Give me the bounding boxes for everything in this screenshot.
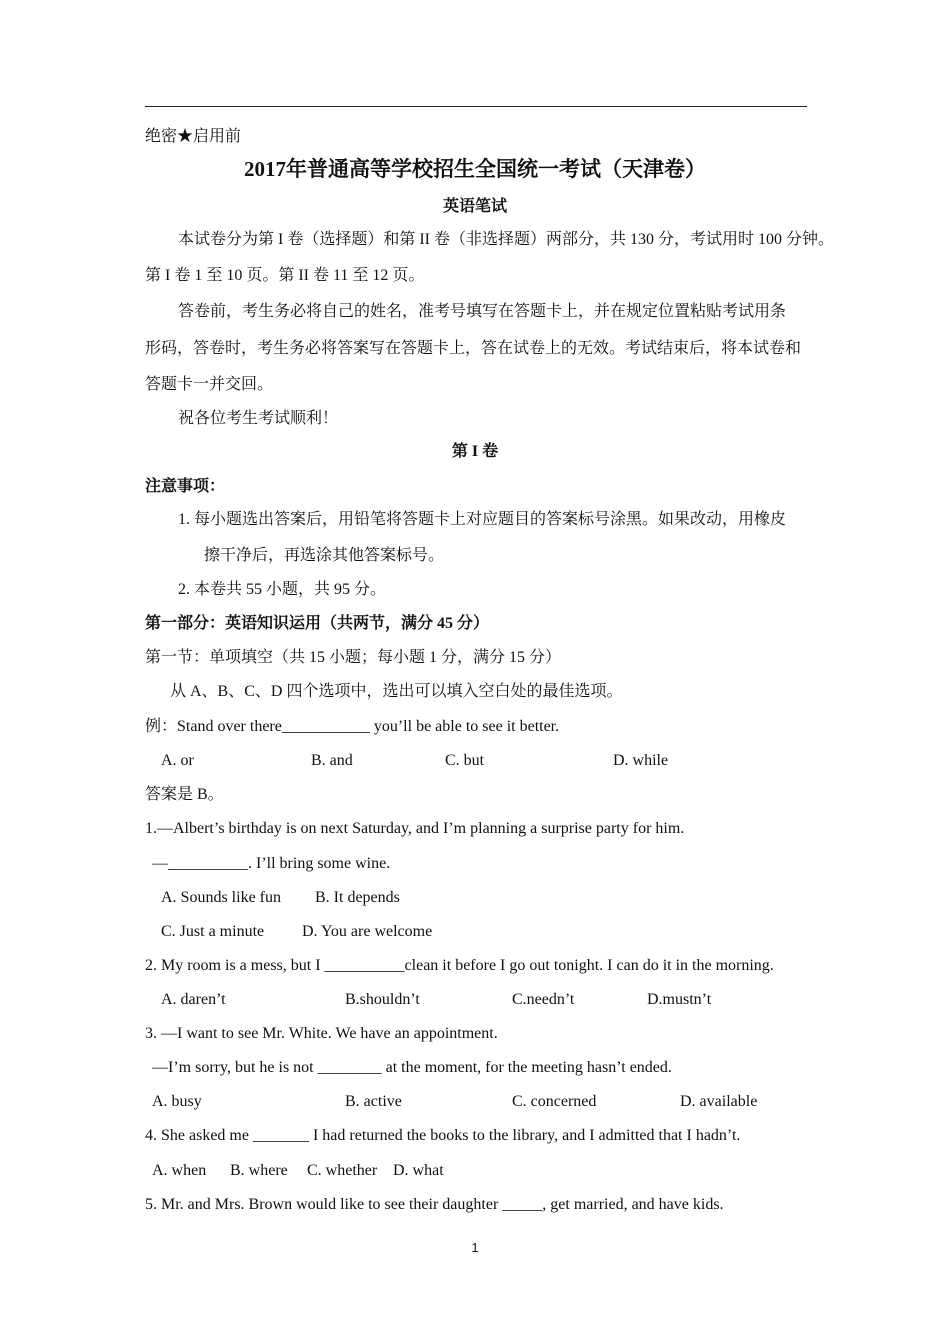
section-instruction: 从 A、B、C、D 四个选项中，选出可以填入空白处的最佳选项。 bbox=[170, 683, 623, 700]
question-1-option-c: C. Just a minute bbox=[161, 923, 265, 940]
example-option-a: A. or bbox=[161, 752, 194, 769]
exam-title: 2017年普通高等学校招生全国统一考试（天津卷） bbox=[244, 157, 706, 181]
question-2-option-d: D.mustn’t bbox=[647, 991, 712, 1008]
question-5: 5. Mr. and Mrs. Brown would like to see their daughter _____, get married, and have kids. bbox=[145, 1196, 724, 1213]
notice-heading: 注意事项： bbox=[145, 478, 226, 495]
intro-paragraph-2-line-2: 形码，答卷时，考生务必将答案写在答题卡上，答在试卷上的无效。考试结束后，将本试卷和 bbox=[145, 340, 802, 357]
question-1-line-2: —__________. I’ll bring some wine. bbox=[152, 855, 391, 872]
question-3-option-c: C. concerned bbox=[512, 1093, 597, 1110]
intro-paragraph-2-line-3: 答题卡一并交回。 bbox=[145, 376, 274, 393]
question-4-option-a: A. when bbox=[152, 1162, 207, 1179]
question-4-option-b: B. where bbox=[230, 1162, 288, 1179]
question-4-option-d: D. what bbox=[393, 1162, 444, 1179]
intro-paragraph-2-line-1: 答卷前，考生务必将自己的姓名，准考号填写在答题卡上，并在规定位置粘贴考试用条 bbox=[178, 303, 787, 320]
question-3-line-1: 3. —I want to see Mr. White. We have an appointment. bbox=[145, 1025, 498, 1042]
section-1-heading: 第一节：单项填空（共 15 小题；每小题 1 分，满分 15 分） bbox=[145, 649, 562, 666]
intro-paragraph-1-line-2: 第 I 卷 1 至 10 页。第 II 卷 11 至 12 页。 bbox=[145, 267, 425, 284]
question-1-option-d: D. You are welcome bbox=[302, 923, 433, 940]
question-4-option-c: C. whether bbox=[307, 1162, 378, 1179]
question-2-option-a: A. daren’t bbox=[161, 991, 226, 1008]
example-option-d: D. while bbox=[613, 752, 669, 769]
question-4: 4. She asked me _______ I had returned the books to the library, and I admitted that I hadn’t. bbox=[145, 1127, 741, 1144]
question-3-line-2: —I’m sorry, but he is not ________ at the moment, for the meeting hasn’t ended. bbox=[152, 1059, 672, 1076]
question-1-option-a: A. Sounds like fun bbox=[161, 889, 281, 906]
confidential-label: 绝密★启用前 bbox=[145, 128, 242, 145]
question-3-option-b: B. active bbox=[345, 1093, 402, 1110]
question-3-option-a: A. busy bbox=[152, 1093, 202, 1110]
page-number: 1 bbox=[471, 1240, 479, 1255]
notice-item-1-line-1: 1. 每小题选出答案后，用铅笔将答题卡上对应题目的答案标号涂黑。如果改动，用橡皮 bbox=[178, 511, 787, 528]
question-2: 2. My room is a mess, but I __________clean it before I go out tonight. I can do it in the morning. bbox=[145, 957, 774, 974]
example-question: 例：Stand over there___________ you’ll be able to see it better. bbox=[145, 718, 560, 735]
notice-item-2: 2. 本卷共 55 小题，共 95 分。 bbox=[178, 581, 387, 598]
question-2-option-c: C.needn’t bbox=[512, 991, 575, 1008]
good-luck-text: 祝各位考生考试顺利！ bbox=[178, 410, 339, 427]
header-rule bbox=[145, 106, 807, 107]
part-1-heading: 第一部分：英语知识运用（共两节，满分 45 分） bbox=[145, 615, 490, 632]
question-3-option-d: D. available bbox=[680, 1093, 758, 1110]
question-1-line-1: 1.—Albert’s birthday is on next Saturday, and I’m planning a surprise party for him. bbox=[145, 820, 685, 837]
example-option-c: C. but bbox=[445, 752, 485, 769]
question-2-option-b: B.shouldn’t bbox=[345, 991, 420, 1008]
exam-subtitle: 英语笔试 bbox=[442, 198, 507, 215]
volume-heading: 第 I 卷 bbox=[451, 443, 499, 460]
example-option-b: B. and bbox=[311, 752, 353, 769]
example-answer: 答案是 B。 bbox=[145, 786, 224, 803]
question-1-option-b: B. It depends bbox=[315, 889, 400, 906]
notice-item-1-line-2: 擦干净后，再选涂其他答案标号。 bbox=[204, 547, 445, 564]
intro-paragraph-1-line-1: 本试卷分为第 I 卷（选择题）和第 II 卷（非选择题）两部分，共 130 分，考试用时 100 分钟。 bbox=[178, 231, 834, 248]
